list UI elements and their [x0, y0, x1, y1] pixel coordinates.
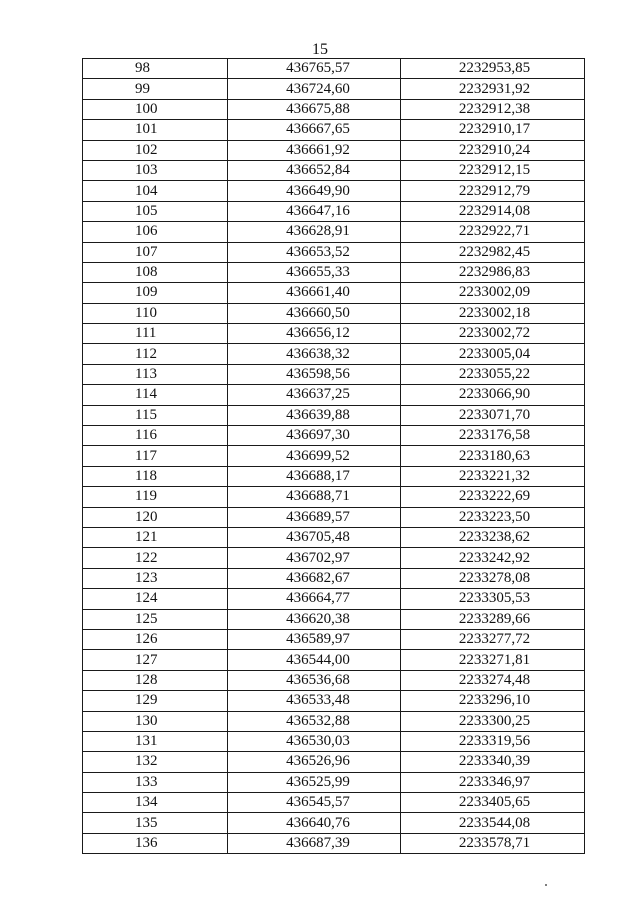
y-coordinate-cell: 2233296,10 [401, 691, 585, 711]
point-number-cell: 129 [83, 691, 228, 711]
y-coordinate-cell: 2233305,53 [401, 589, 585, 609]
table-row [83, 527, 585, 547]
point-number-cell: 98 [83, 59, 228, 79]
point-number-cell: 102 [83, 140, 228, 160]
point-number-cell: 111 [83, 324, 228, 344]
x-coordinate-cell: 436589,97 [228, 629, 401, 649]
x-coordinate-cell: 436689,57 [228, 507, 401, 527]
x-coordinate-cell: 436656,12 [228, 324, 401, 344]
y-coordinate-cell: 2232910,17 [401, 120, 585, 140]
table-row [83, 487, 585, 507]
table-row [83, 752, 585, 772]
x-coordinate-cell: 436660,50 [228, 303, 401, 323]
point-number-cell: 134 [83, 793, 228, 813]
x-coordinate-cell: 436637,25 [228, 385, 401, 405]
x-coordinate-cell: 436661,92 [228, 140, 401, 160]
table-row [83, 609, 585, 629]
table-row [83, 507, 585, 527]
y-coordinate-cell: 2232931,92 [401, 79, 585, 99]
y-coordinate-cell: 2233277,72 [401, 629, 585, 649]
point-number-cell: 127 [83, 650, 228, 670]
x-coordinate-cell: 436724,60 [228, 79, 401, 99]
table-row [83, 589, 585, 609]
y-coordinate-cell: 2232914,08 [401, 201, 585, 221]
table-row [83, 691, 585, 711]
y-coordinate-cell: 2232910,24 [401, 140, 585, 160]
x-coordinate-cell: 436530,03 [228, 731, 401, 751]
table-row [83, 385, 585, 405]
x-coordinate-cell: 436620,38 [228, 609, 401, 629]
x-coordinate-cell: 436705,48 [228, 527, 401, 547]
table-row [83, 793, 585, 813]
x-coordinate-cell: 436655,33 [228, 262, 401, 282]
y-coordinate-cell: 2233071,70 [401, 405, 585, 425]
y-coordinate-cell: 2233002,09 [401, 283, 585, 303]
table-row [83, 201, 585, 221]
x-coordinate-cell: 436661,40 [228, 283, 401, 303]
point-number-cell: 110 [83, 303, 228, 323]
table-row [83, 303, 585, 323]
y-coordinate-cell: 2232912,79 [401, 181, 585, 201]
y-coordinate-cell: 2232912,15 [401, 160, 585, 180]
y-coordinate-cell: 2233289,66 [401, 609, 585, 629]
x-coordinate-cell: 436628,91 [228, 222, 401, 242]
x-coordinate-cell: 436664,77 [228, 589, 401, 609]
y-coordinate-cell: 2232912,38 [401, 99, 585, 119]
point-number-cell: 103 [83, 160, 228, 180]
table-row [83, 813, 585, 833]
y-coordinate-cell: 2233002,18 [401, 303, 585, 323]
y-coordinate-cell: 2233271,81 [401, 650, 585, 670]
point-number-cell: 128 [83, 670, 228, 690]
point-number-cell: 126 [83, 629, 228, 649]
x-coordinate-cell: 436675,88 [228, 99, 401, 119]
table-row [83, 731, 585, 751]
y-coordinate-cell: 2233278,08 [401, 568, 585, 588]
y-coordinate-cell: 2233319,56 [401, 731, 585, 751]
y-coordinate-cell: 2233300,25 [401, 711, 585, 731]
x-coordinate-cell: 436640,76 [228, 813, 401, 833]
table-row [83, 140, 585, 160]
table-row [83, 670, 585, 690]
point-number-cell: 118 [83, 466, 228, 486]
page-number: 15 [312, 41, 328, 58]
x-coordinate-cell: 436667,65 [228, 120, 401, 140]
point-number-cell: 113 [83, 364, 228, 384]
point-number-cell: 105 [83, 201, 228, 221]
point-number-cell: 116 [83, 426, 228, 446]
y-coordinate-cell: 2233066,90 [401, 385, 585, 405]
x-coordinate-cell: 436697,30 [228, 426, 401, 446]
y-coordinate-cell: 2233238,62 [401, 527, 585, 547]
point-number-cell: 133 [83, 772, 228, 792]
point-number-cell: 130 [83, 711, 228, 731]
x-coordinate-cell: 436598,56 [228, 364, 401, 384]
x-coordinate-cell: 436647,16 [228, 201, 401, 221]
table-row [83, 548, 585, 568]
point-number-cell: 106 [83, 222, 228, 242]
table-row [83, 99, 585, 119]
point-number-cell: 104 [83, 181, 228, 201]
y-coordinate-cell: 2233055,22 [401, 364, 585, 384]
y-coordinate-cell: 2233340,39 [401, 752, 585, 772]
x-coordinate-cell: 436688,17 [228, 466, 401, 486]
x-coordinate-cell: 436526,96 [228, 752, 401, 772]
x-coordinate-cell: 436702,97 [228, 548, 401, 568]
y-coordinate-cell: 2233405,65 [401, 793, 585, 813]
x-coordinate-cell: 436687,39 [228, 833, 401, 853]
y-coordinate-cell: 2233180,63 [401, 446, 585, 466]
x-coordinate-cell: 436525,99 [228, 772, 401, 792]
y-coordinate-cell: 2233221,32 [401, 466, 585, 486]
x-coordinate-cell: 436682,67 [228, 568, 401, 588]
table-row [83, 568, 585, 588]
table-row [83, 283, 585, 303]
x-coordinate-cell: 436638,32 [228, 344, 401, 364]
x-coordinate-cell: 436544,00 [228, 650, 401, 670]
x-coordinate-cell: 436653,52 [228, 242, 401, 262]
y-coordinate-cell: 2232953,85 [401, 59, 585, 79]
y-coordinate-cell: 2233176,58 [401, 426, 585, 446]
table-row [83, 242, 585, 262]
y-coordinate-cell: 2233346,97 [401, 772, 585, 792]
y-coordinate-cell: 2233002,72 [401, 324, 585, 344]
scan-speck [545, 884, 547, 886]
table-row [83, 181, 585, 201]
y-coordinate-cell: 2233242,92 [401, 548, 585, 568]
point-number-cell: 99 [83, 79, 228, 99]
point-number-cell: 136 [83, 833, 228, 853]
point-number-cell: 122 [83, 548, 228, 568]
point-number-cell: 135 [83, 813, 228, 833]
table-row [83, 79, 585, 99]
x-coordinate-cell: 436688,71 [228, 487, 401, 507]
point-number-cell: 109 [83, 283, 228, 303]
point-number-cell: 100 [83, 99, 228, 119]
point-number-cell: 107 [83, 242, 228, 262]
point-number-cell: 117 [83, 446, 228, 466]
point-number-cell: 131 [83, 731, 228, 751]
x-coordinate-cell: 436639,88 [228, 405, 401, 425]
x-coordinate-cell: 436533,48 [228, 691, 401, 711]
x-coordinate-cell: 436652,84 [228, 160, 401, 180]
point-number-cell: 112 [83, 344, 228, 364]
y-coordinate-cell: 2232922,71 [401, 222, 585, 242]
point-number-cell: 124 [83, 589, 228, 609]
table-row [83, 120, 585, 140]
table-row [83, 160, 585, 180]
point-number-cell: 120 [83, 507, 228, 527]
table-row [83, 772, 585, 792]
point-number-cell: 125 [83, 609, 228, 629]
x-coordinate-cell: 436545,57 [228, 793, 401, 813]
point-number-cell: 101 [83, 120, 228, 140]
table-row [83, 262, 585, 282]
y-coordinate-cell: 2233223,50 [401, 507, 585, 527]
coordinates-table [82, 58, 585, 854]
point-number-cell: 108 [83, 262, 228, 282]
point-number-cell: 123 [83, 568, 228, 588]
table-row [83, 629, 585, 649]
table-row [83, 324, 585, 344]
table-row [83, 446, 585, 466]
x-coordinate-cell: 436649,90 [228, 181, 401, 201]
table-row [83, 59, 585, 79]
table-row [83, 466, 585, 486]
table-row [83, 833, 585, 853]
table-row [83, 405, 585, 425]
table-row [83, 364, 585, 384]
y-coordinate-cell: 2233274,48 [401, 670, 585, 690]
y-coordinate-cell: 2232982,45 [401, 242, 585, 262]
x-coordinate-cell: 436765,57 [228, 59, 401, 79]
x-coordinate-cell: 436532,88 [228, 711, 401, 731]
point-number-cell: 119 [83, 487, 228, 507]
x-coordinate-cell: 436536,68 [228, 670, 401, 690]
x-coordinate-cell: 436699,52 [228, 446, 401, 466]
coordinates-table-body [83, 59, 585, 854]
table-row [83, 344, 585, 364]
point-number-cell: 114 [83, 385, 228, 405]
y-coordinate-cell: 2232986,83 [401, 262, 585, 282]
table-row [83, 426, 585, 446]
table-row [83, 650, 585, 670]
point-number-cell: 132 [83, 752, 228, 772]
y-coordinate-cell: 2233005,04 [401, 344, 585, 364]
point-number-cell: 115 [83, 405, 228, 425]
y-coordinate-cell: 2233222,69 [401, 487, 585, 507]
y-coordinate-cell: 2233544,08 [401, 813, 585, 833]
y-coordinate-cell: 2233578,71 [401, 833, 585, 853]
point-number-cell: 121 [83, 527, 228, 547]
table-row [83, 711, 585, 731]
table-row [83, 222, 585, 242]
